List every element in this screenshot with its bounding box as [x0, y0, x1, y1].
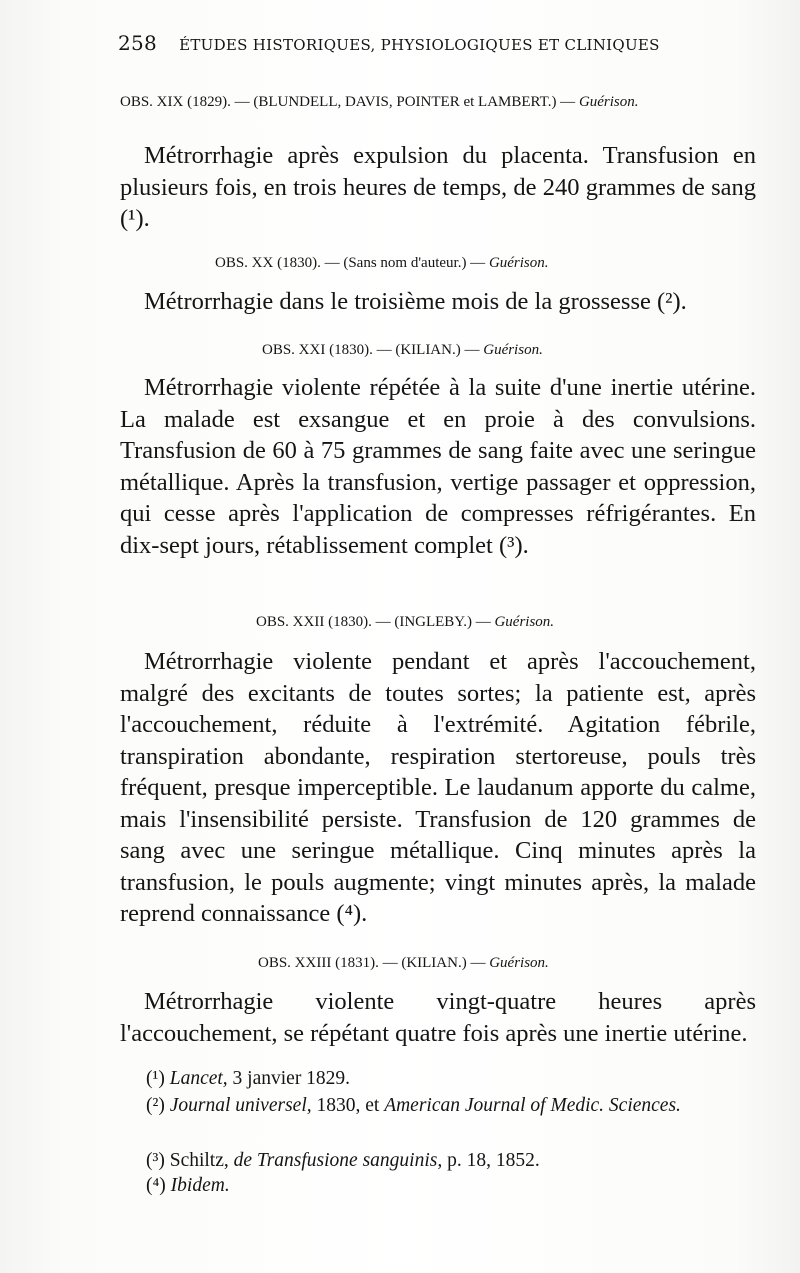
footnote [146, 1067, 758, 1091]
observation-heading [215, 255, 549, 272]
observation-heading-text: OBS. XXIII (1831). — (KILIAN.) — [258, 955, 486, 971]
observation-heading [256, 614, 554, 631]
observation-heading-text: OBS. XXI (1830). — (KILIAN.) — [262, 342, 480, 358]
footnote-mark: (²) [146, 1095, 165, 1116]
footnote-detail: 3 janvier 1829. [227, 1068, 351, 1089]
footnote-mark: (¹) [146, 1068, 165, 1089]
page-number: 258 [118, 31, 158, 55]
observation-heading-text: OBS. XXII (1830). — (INGLEBY.) — [256, 614, 491, 630]
observation-outcome: Guérison. [578, 94, 639, 110]
footnote [146, 1149, 758, 1173]
observation-heading [262, 342, 543, 359]
footnote-source: Lancet, [169, 1068, 228, 1089]
observation-text: Métrorrhagie violente pendant et après l'accouchement, malgré des excitants de toutes sortes; la patiente est, après l'accouchement, réduite à l'extrémité. Agitation fébrile, transpiration abondante, respiration stertoreuse, pouls très fréquent, presque imperceptible. Le laudanum apporte du calme, mais l'insensibilité persiste. Transfusion de 120 grammes de sang avec une seringue métallique. Cinq minutes après la transfusion, le pouls augmente; vingt minutes après, la malade reprend connaissance (⁴). [120, 648, 756, 927]
footnote-detail: 1830, et [311, 1095, 385, 1116]
footnote-author: Schiltz, [169, 1150, 234, 1171]
observation-outcome: Guérison. [483, 342, 543, 358]
observation-text: Métrorrhagie après expulsion du placenta. Transfusion en plusieurs fois, en trois heures de temps, de 240 grammes de sang (¹). [120, 142, 756, 232]
footnote-mark: (³) [146, 1150, 165, 1171]
running-header [118, 31, 758, 55]
observation-outcome: Guérison. [494, 614, 555, 630]
footnote [146, 1174, 758, 1198]
footnote-source: de Transfusione sanguinis, [233, 1150, 443, 1171]
observation-text: Métrorrhagie violente répétée à la suite d'une inertie utérine. La malade est exsangue et en proie à des convulsions. Transfusion de 60 à 75 grammes de sang faite avec une seringue métallique. Après la transfusion, vertige passager et oppression, qui cesse après l'application de compresses réfrigérantes. En dix-sept jours, rétablissement complet (³). [120, 374, 756, 559]
footnote-mark: (⁴) [146, 1175, 166, 1196]
footnote-source: Journal universel, [169, 1095, 312, 1116]
observation-heading-text: OBS. XX (1830). — (Sans nom d'auteur.) — [215, 255, 486, 271]
running-title: ÉTUDES HISTORIQUES, PHYSIOLOGIQUES ET CLINIQUES [179, 36, 660, 54]
observation-text: Métrorrhagie violente vingt-quatre heures après l'accouchement, se répétant quatre fois après une inertie utérine. [120, 988, 756, 1047]
observation-outcome: Guérison. [489, 955, 549, 971]
footnote-source: Ibidem. [170, 1175, 230, 1196]
footnote-detail: p. 18, 1852. [442, 1150, 540, 1171]
observation-heading-text: OBS. XIX (1829). — (BLUNDELL, DAVIS, POINTER et LAMBERT.) — [120, 94, 576, 110]
observation-outcome: Guérison. [488, 255, 549, 271]
footnote [128, 1094, 740, 1118]
observation-heading [120, 94, 639, 111]
footnote-source-2: American Journal of Medic. Sciences. [384, 1095, 681, 1116]
observation-text: Métrorrhagie dans le troisième mois de la grossesse (²). [144, 288, 687, 315]
observation-heading [258, 955, 549, 972]
